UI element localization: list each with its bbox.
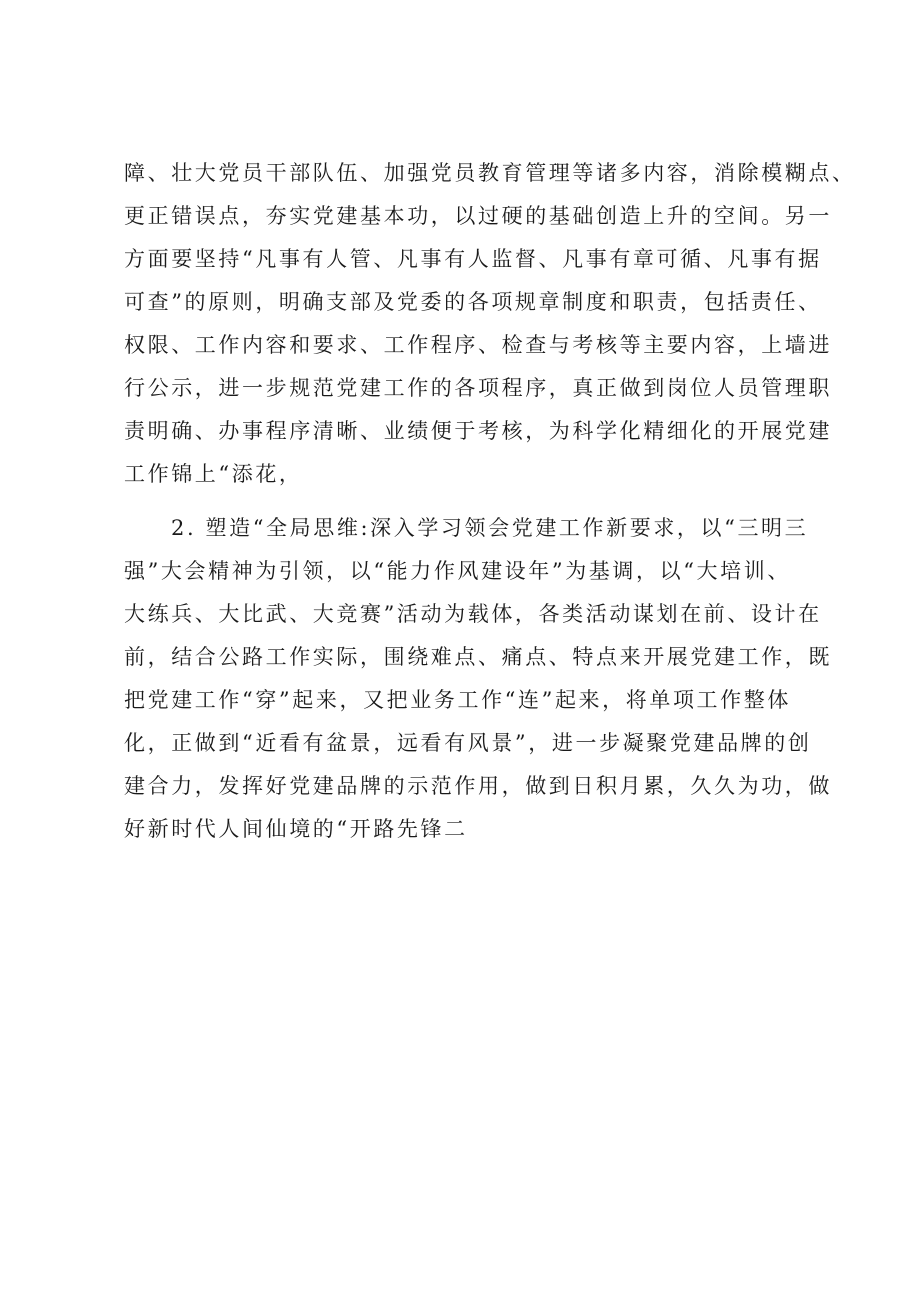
text-line: 工作锦上“添花， (124, 462, 303, 486)
text-line: 障、壮大党员干部队伍、加强党员教育管理等诸多内容，消除模糊点、 (124, 161, 856, 185)
text-line: 建合力，发挥好党建品牌的示范作用，做到日积月累，久久为功，做 (124, 774, 832, 798)
text-line: 化，正做到“近看有盆景，远看有风景”，进一步凝聚党建品牌的创 (124, 731, 812, 755)
text-line: 可查”的原则，明确支部及党委的各项规章制度和职责，包括责任、 (124, 290, 822, 314)
paragraph-1 (124, 152, 856, 496)
text-line: 行公示，进一步规范党建工作的各项程序，真正做到岗位人员管理职 (124, 376, 832, 400)
paragraph-2 (124, 507, 832, 851)
body-text (124, 152, 856, 851)
text-line: 责明确、办事程序清晰、业绩便于考核，为科学化精细化的开展党建 (124, 419, 832, 443)
text-line: 方面要坚持“凡事有人管、凡事有人监督、凡事有章可循、凡事有据 (124, 247, 822, 271)
text-line: 权限、工作内容和要求、工作程序、检查与考核等主要内容，上墙进 (124, 333, 832, 357)
text-line: 把党建工作“穿”起来，又把业务工作“连”起来，将单项工作整体 (124, 688, 791, 712)
text-line: 好新时代人间仙境的“开路先锋二 (124, 817, 468, 841)
text-line: 前，结合公路工作实际，围绕难点、痛点、特点来开展党建工作，既 (124, 645, 832, 669)
text-line: 2. 塑造“全局思维:深入学习领会党建工作新要求，以“三明三 (171, 516, 809, 540)
text-line: 大练兵、大比武、大竞赛”活动为载体，各类活动谋划在前、设计在 (124, 602, 822, 626)
text-line: 更正错误点，夯实党建基本功，以过硬的基础创造上升的空间。另一 (124, 204, 832, 228)
text-line: 强”大会精神为引领，以“能力作风建设年”为基调，以“大培训、 (124, 559, 791, 583)
